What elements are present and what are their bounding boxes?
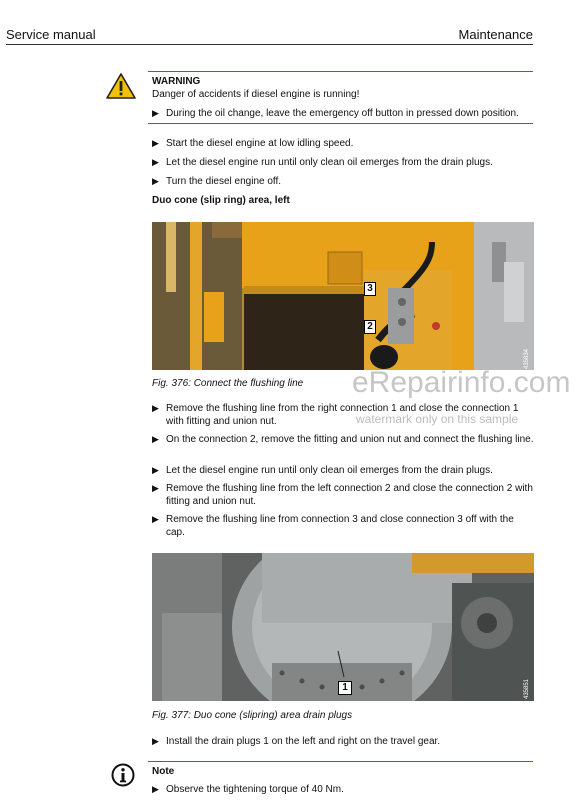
list-item	[152, 735, 534, 748]
arrow-right-bullet-icon: ▶	[152, 157, 159, 167]
arrow-right-bullet-icon: ▶	[152, 108, 159, 118]
list-item	[152, 137, 534, 150]
warning-step	[152, 107, 534, 120]
callout-label-3: 3	[364, 282, 376, 296]
step-text: Remove the flushing line from the left connection 2 and close the connection 2 with fitting and union nut.	[166, 483, 533, 507]
arrow-right-bullet-icon: ▶	[152, 138, 159, 148]
list-item	[152, 513, 534, 539]
step-text: Let the diesel engine run until only clean oil emerges from the drain plugs.	[166, 465, 493, 476]
step-text: On the connection 2, remove the fitting and union nut and connect the flushing line.	[166, 434, 534, 445]
warning-step-text: During the oil change, leave the emergency off button in pressed down position.	[166, 108, 519, 119]
arrow-right-bullet-icon: ▶	[152, 403, 159, 413]
warning-triangle-icon	[106, 72, 136, 100]
figure-377-photo	[152, 553, 534, 701]
step-text: Install the drain plugs 1 on the left and right on the travel gear.	[166, 736, 441, 747]
watermark-main: eRepairinfo.com	[352, 366, 571, 399]
callout-label-1: 1	[338, 681, 352, 695]
warning-top-rule	[148, 71, 533, 72]
arrow-right-bullet-icon: ▶	[152, 465, 159, 475]
warning-text: Danger of accidents if diesel engine is running!	[152, 89, 360, 100]
list-item	[152, 175, 534, 188]
note-top-rule	[148, 761, 533, 762]
arrow-right-bullet-icon: ▶	[152, 784, 159, 794]
list-item	[152, 402, 534, 428]
figure-376-photo	[152, 222, 534, 370]
callout-label-2: 2	[364, 320, 376, 334]
arrow-right-bullet-icon: ▶	[152, 176, 159, 186]
photo-id: 435834	[524, 348, 530, 369]
arrow-right-bullet-icon: ▶	[152, 483, 159, 493]
list-item	[152, 464, 534, 477]
figure-caption: Fig. 376: Connect the flushing line	[152, 378, 304, 389]
list-item	[152, 156, 534, 169]
arrow-right-bullet-icon: ▶	[152, 434, 159, 444]
list-item	[152, 433, 534, 446]
section-title: Duo cone (slip ring) area, left	[152, 195, 290, 206]
watermark-sub: watermark only on this sample	[356, 412, 519, 426]
header-right: Maintenance	[458, 27, 533, 42]
step-text: Start the diesel engine at low idling speed.	[166, 138, 354, 149]
warning-title: WARNING	[152, 76, 201, 87]
warning-bottom-rule	[148, 123, 533, 124]
arrow-right-bullet-icon: ▶	[152, 514, 159, 524]
header-left: Service manual	[6, 27, 96, 42]
step-text: Let the diesel engine run until only clean oil emerges from the drain plugs.	[166, 157, 493, 168]
figure-caption: Fig. 377: Duo cone (slipring) area drain plugs	[152, 710, 353, 721]
note-title: Note	[152, 766, 175, 777]
arrow-right-bullet-icon: ▶	[152, 736, 159, 746]
list-item	[152, 482, 534, 508]
note-step-text: Observe the tightening torque of 40 Nm.	[166, 784, 344, 795]
photo-id: 435851	[524, 678, 530, 699]
note-step	[152, 783, 534, 796]
header-rule	[6, 44, 533, 45]
step-text: Turn the diesel engine off.	[166, 176, 282, 187]
info-circle-icon	[111, 763, 135, 787]
step-text: Remove the flushing line from connection 3 and close connection 3 off with the cap.	[166, 514, 514, 538]
step-text: Remove the flushing line from the right connection 1 and close the connection 1 with fitting and union nut.	[166, 403, 519, 427]
